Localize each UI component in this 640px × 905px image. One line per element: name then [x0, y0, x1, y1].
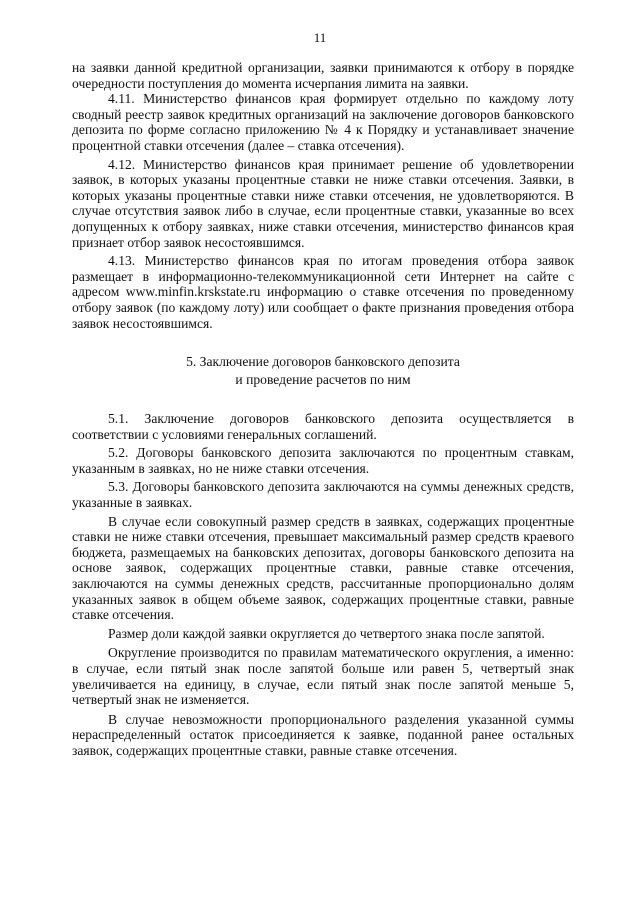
paragraph-proportional: В случае если совокупный размер средств в заявках, содержащих процентные ставки не ниже ставки отсечения, превышает максимальный размер средств краевого бюджета, размещаемых на банковских депозитах, договоры банковского депозита на основе заявок, содержащих процентные ставки, равные ставке отсечения, заключаются на суммы денежных средств, рассчитанные пропорционально долям указанных заявок в общем объеме заявок, содержащих процентные ставки, равные ставке отсечения.	[72, 513, 574, 623]
paragraph-4-13: 4.13. Министерство финансов края по итогам проведения отбора заявок размещает в информационно-телекоммуникационной сети Интернет на сайте с адресом www.minfin.krskstate.ru информацию о ставке отсечения по проведенному отбору заявок (по каждому лоту) или сообщает о факте признания проведения отбора заявок несостоявшимся.	[72, 253, 574, 331]
paragraph-5-1: 5.1. Заключение договоров банковского депозита осуществляется в соответствии с условиями генеральных соглашений.	[72, 411, 574, 442]
section-heading-line-1: 5. Заключение договоров банковского депозита	[186, 354, 460, 370]
paragraph-5-2: 5.2. Договоры банковского депозита заключаются по процентным ставкам, указанным в заявках, но не ниже ставки отсечения.	[72, 445, 574, 476]
paragraph-4-12: 4.12. Министерство финансов края принимает решение об удовлетворении заявок, в которых указаны процентные ставки не ниже ставки отсечения. Заявки, в которых указаны процентные ставки ниже ставки отсечения, не удовлетворяются. В случае отсутствия заявок либо в случае, если процентные ставки, указанные во всех допущенных к отбору заявках, ниже ставки отсечения, министерство финансов края признает отбор заявок несостоявшимся.	[72, 156, 574, 250]
paragraph-5-3: 5.3. Договоры банковского депозита заключаются на суммы денежных средств, указанные в заявках.	[72, 479, 574, 511]
page-number: 11	[313, 30, 327, 45]
section-heading-line-2: и проведение расчетов по ним	[235, 372, 411, 388]
paragraph-remainder: В случае невозможности пропорционального разделения указанной суммы нераспределенный остаток присоединяется к заявке, поданной ранее остальных заявок, содержащих процентные ставки, равные ставке отсечения.	[72, 711, 574, 758]
paragraph-4-11: 4.11. Министерство финансов края формирует отдельно по каждому лоту сводный реестр заявок кредитных организаций на заключение договоров банковского депозита по форме согласно приложению № 4 к Порядку и устанавливает значение процентной ставки отсечения (далее – ставка отсечения).	[72, 91, 574, 153]
paragraph-rounding-rules: Округление производится по правилам математического округления, а именно: в случае, если пятый знак после запятой больше или равен 5, четвертый знак увеличивается на единицу, в случае, если пятый знак после запятой меньше 5, четвертый знак не изменяется.	[72, 645, 574, 708]
paragraph-rounding-share: Размер доли каждой заявки округляется до четвертого знака после запятой.	[108, 625, 545, 641]
paragraph-continuation: на заявки данной кредитной организации, заявки принимаются к отбору в порядке очередности поступления до момента исчерпания лимита на заявки.	[72, 60, 574, 91]
section-heading	[72, 353, 574, 389]
document-body	[72, 60, 574, 759]
